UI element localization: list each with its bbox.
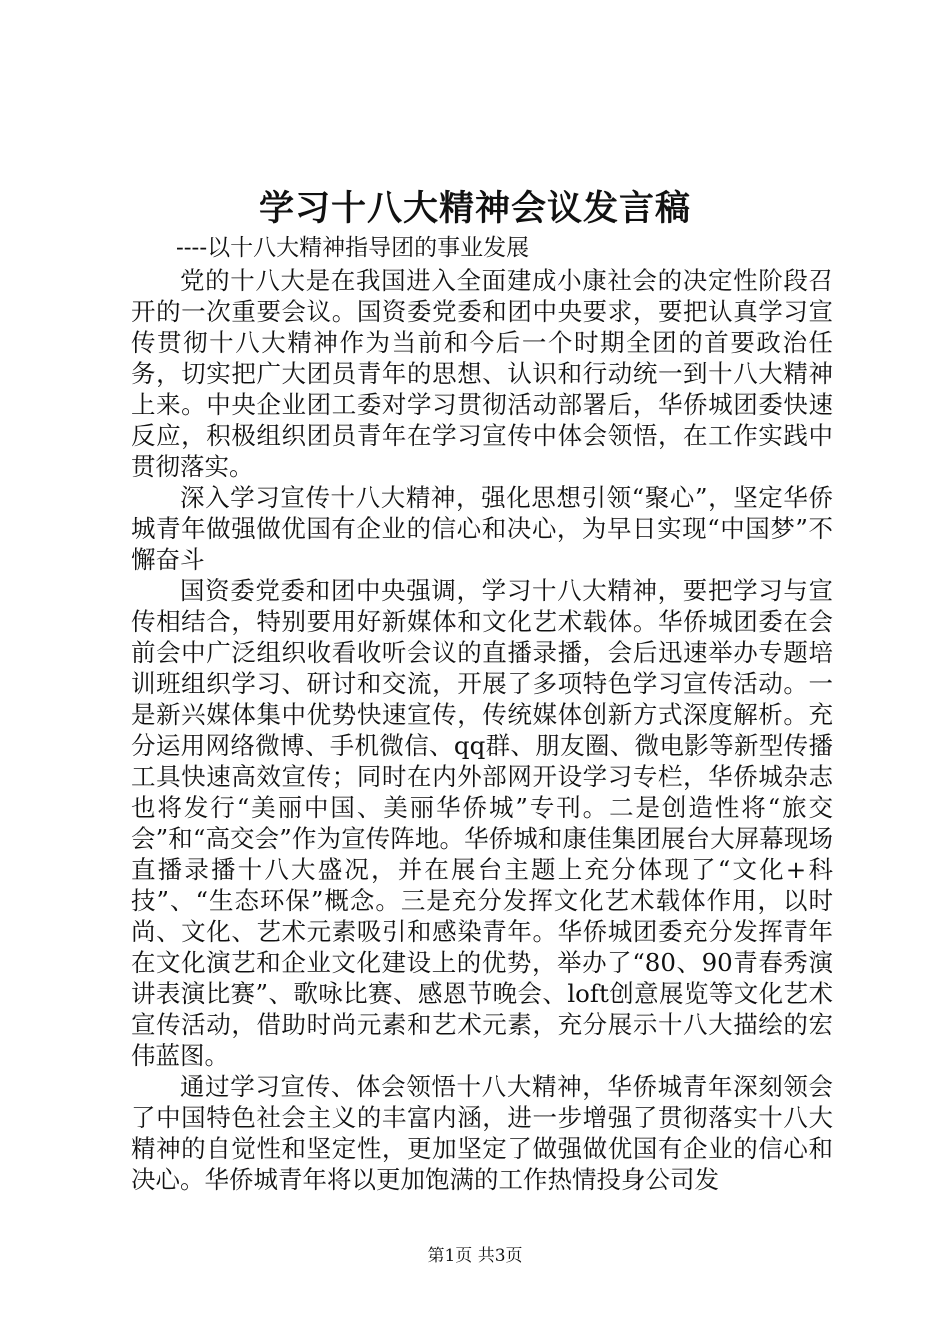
document-subtitle: ----以十八大精神指导团的事业发展 [176,235,530,261]
page-number: 第1页 共3页 [427,1246,523,1266]
body-paragraph: 通过学习宣传、体会领悟十八大精神，华侨城青年深刻领会了中国特色社会主义的丰富内涵，进一步增强了贯彻落实十八大精神的自觉性和坚定性，更加坚定了做强做优国有企业的信心和决心。华侨城青年将以更加饱满的工作热情投身公司发 [131,1072,833,1194]
body-paragraph: 党的十八大是在我国进入全面建成小康社会的决定性阶段召开的一次重要会议。国资委党委和团中央要求，要把认真学习宣传贯彻十八大精神作为当前和今后一个时期全团的首要政治任务，切实把广大团员青年的思想、认识和行动统一到十八大精神上来。中央企业团工委对学习贯彻活动部署后，华侨城团委快速反应，积极组织团员青年在学习宣传中体会领悟，在工作实践中贯彻落实。 [131,266,833,481]
document-body [131,265,833,1195]
body-paragraph: 深入学习宣传十八大精神，强化思想引领“聚心”，坚定华侨城青年做强做优国有企业的信心和决心，为早日实现“中国梦”不懈奋斗 [131,483,833,574]
document-title: 学习十八大精神会议发言稿 [258,188,691,229]
body-paragraph: 国资委党委和团中央强调，学习十八大精神，要把学习与宣传相结合，特别要用好新媒体和文化艺术载体。华侨城团委在会前会中广泛组织收看收听会议的直播录播，会后迅速举办专题培训班组织学习、研讨和交流，开展了多项特色学习宣传活动。一是新兴媒体集中优势快速宣传，传统媒体创新方式深度解析。充分运用网络微博、手机微信、qq群、朋友圈、微电影等新型传播工具快速高效宣传；同时在内外部网开设学习专栏，华侨城杂志也将发行“美丽中国、美丽华侨城”专刊。二是创造性将“旅交会”和“高交会”作为宣传阵地。华侨城和康佳集团展台大屏幕现场直播录播十八大盛况，并在展台主题上充分体现了“文化+科技”、“生态环保”概念。三是充分发挥文化艺术载体作用，以时尚、文化、艺术元素吸引和感染青年。华侨城团委充分发挥青年在文化演艺和企业文化建设上的优势，举办了“80、90青春秀演讲表演比赛”、歌咏比赛、感恩节晚会、loft创意展览等文化艺术宣传活动，借助时尚元素和艺术元素，充分展示十八大描绘的宏伟蓝图。 [131,576,833,1070]
